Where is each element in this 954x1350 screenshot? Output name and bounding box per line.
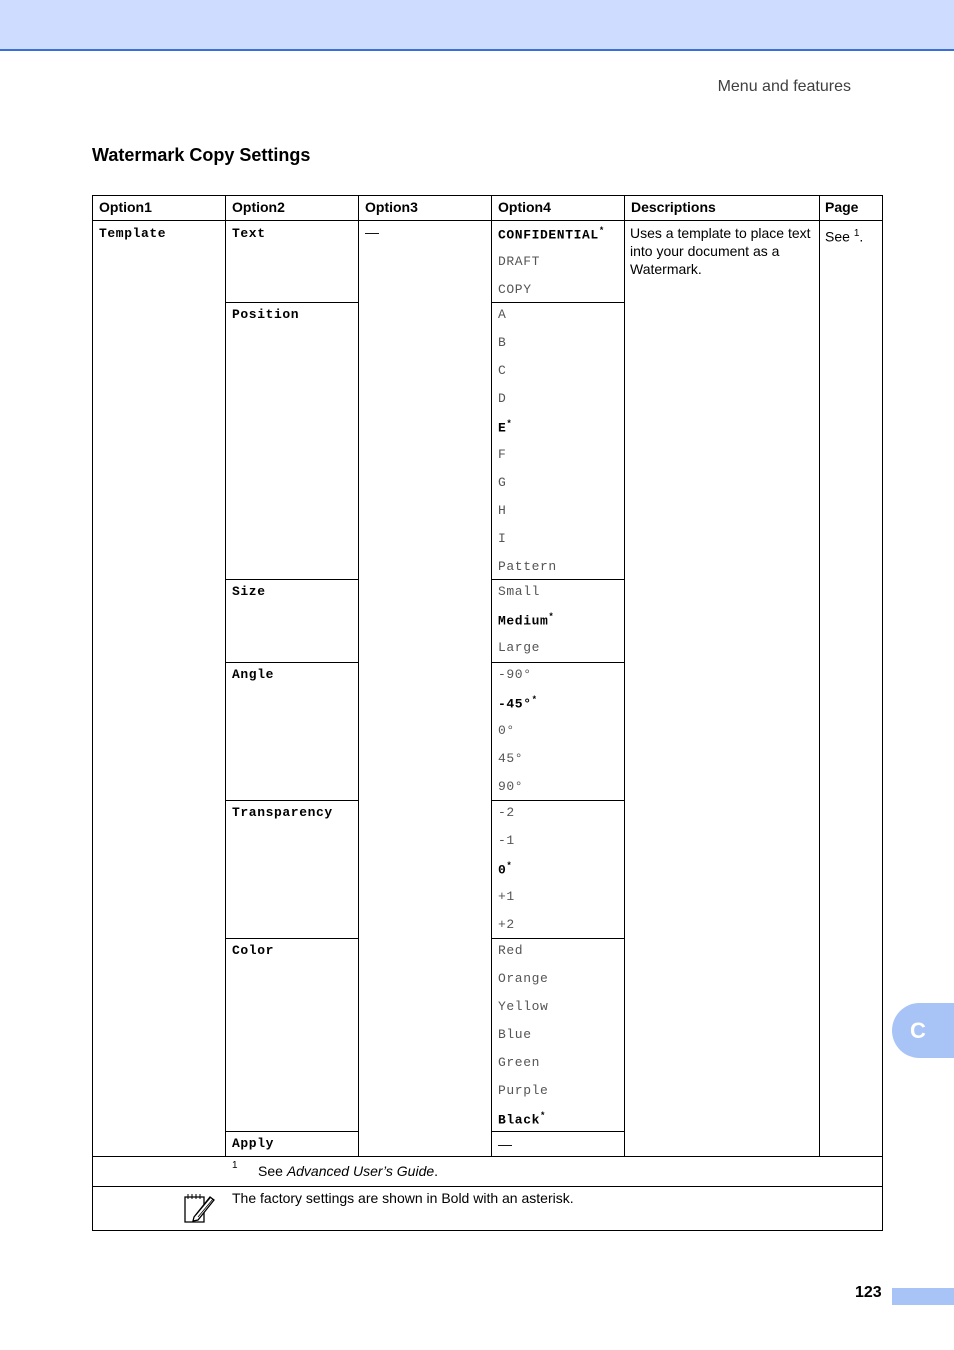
option3-gap bbox=[359, 662, 491, 663]
table-top-border bbox=[92, 195, 883, 196]
option4-label: -2 bbox=[498, 805, 515, 820]
default-asterisk: * bbox=[540, 1111, 547, 1121]
footnote-text: See Advanced User’s Guide. bbox=[258, 1163, 439, 1179]
option4-value bbox=[498, 1027, 532, 1042]
option4-value bbox=[498, 917, 515, 932]
header-bottom-border bbox=[92, 220, 883, 221]
option4-value bbox=[498, 419, 512, 435]
section-title: Watermark Copy Settings bbox=[92, 145, 311, 165]
col-header-option1: Option1 bbox=[99, 199, 152, 215]
footnote-number: 1 bbox=[232, 1160, 238, 1171]
option4-label: Medium bbox=[498, 613, 549, 629]
option4-value bbox=[498, 723, 515, 738]
chapter-tab: C bbox=[892, 1003, 954, 1058]
option4-label: -45° bbox=[498, 696, 532, 712]
col-rule-3 bbox=[358, 195, 359, 1157]
option4-value bbox=[498, 503, 506, 518]
option4-label: 45° bbox=[498, 751, 524, 766]
option4-label: I bbox=[498, 531, 507, 546]
option2-position: Position bbox=[232, 307, 300, 322]
option4-value bbox=[498, 335, 506, 350]
option4-value bbox=[498, 226, 605, 242]
option2-apply: Apply bbox=[232, 1136, 275, 1151]
table-bottom-border bbox=[92, 1230, 883, 1231]
option4-value bbox=[498, 695, 538, 711]
running-head: Menu and features bbox=[717, 78, 851, 95]
col-rule-5 bbox=[624, 195, 625, 1157]
option4-label: -1 bbox=[498, 833, 515, 848]
option3-gap bbox=[359, 938, 491, 939]
option4-value bbox=[498, 1083, 548, 1098]
option2-color: Color bbox=[232, 943, 275, 958]
option4-value bbox=[498, 1055, 540, 1070]
option4-label: Blue bbox=[498, 1027, 532, 1042]
option4-value bbox=[498, 475, 506, 490]
header-band bbox=[0, 0, 954, 51]
col-rule-4 bbox=[491, 195, 492, 1157]
col-rule-2 bbox=[225, 195, 226, 1157]
option4-value bbox=[498, 391, 506, 406]
option4-label: Pattern bbox=[498, 559, 557, 574]
option4-label: F bbox=[498, 447, 507, 462]
option4-label: Red bbox=[498, 943, 524, 958]
option4-value bbox=[498, 559, 557, 574]
option4-value bbox=[498, 584, 540, 599]
option4-label: CONFIDENTIAL bbox=[498, 227, 599, 243]
option3-gap bbox=[359, 1131, 491, 1132]
option4-label: Large bbox=[498, 640, 541, 655]
option4-value bbox=[498, 1136, 513, 1152]
option4-label: H bbox=[498, 503, 507, 518]
option4-value bbox=[498, 1111, 546, 1127]
option4-value bbox=[498, 889, 515, 904]
option4-label: Green bbox=[498, 1055, 541, 1070]
option4-label: C bbox=[498, 363, 507, 378]
option4-label: COPY bbox=[498, 282, 532, 297]
option4-value bbox=[498, 751, 523, 766]
note-text: The factory settings are shown in Bold with an asterisk. bbox=[232, 1190, 574, 1206]
note-pencil-icon bbox=[182, 1191, 216, 1225]
option3-gap bbox=[359, 302, 491, 303]
option4-value bbox=[498, 779, 523, 794]
option4-label: Small bbox=[498, 584, 541, 599]
default-asterisk: * bbox=[531, 695, 538, 705]
option4-label: A bbox=[498, 307, 507, 322]
option4-label: Yellow bbox=[498, 999, 549, 1014]
option2-angle: Angle bbox=[232, 667, 275, 682]
option4-label: Purple bbox=[498, 1083, 549, 1098]
option1-template: Template bbox=[99, 226, 167, 241]
option4-value bbox=[498, 447, 506, 462]
option4-value bbox=[498, 943, 523, 958]
option4-value bbox=[498, 971, 548, 986]
option4-value bbox=[498, 612, 554, 628]
option4-value bbox=[498, 861, 512, 877]
col-rule-6 bbox=[819, 195, 820, 1157]
page-reference: See $^1$. bbox=[825, 228, 864, 245]
option4-label: B bbox=[498, 335, 507, 350]
option4-label: 0 bbox=[498, 862, 507, 878]
col-header-option2: Option2 bbox=[232, 199, 285, 215]
default-asterisk: * bbox=[506, 861, 513, 871]
option4-value bbox=[498, 667, 532, 682]
option4-label: 90° bbox=[498, 779, 524, 794]
option4-label: G bbox=[498, 475, 507, 490]
page-number: 123 bbox=[855, 1284, 882, 1301]
option4-value bbox=[498, 531, 506, 546]
option4-value bbox=[498, 254, 540, 269]
option3-dash: — bbox=[365, 224, 379, 240]
option2-transparency: Transparency bbox=[232, 805, 333, 820]
option4-value bbox=[498, 282, 532, 297]
table-left-border bbox=[92, 195, 93, 1231]
default-asterisk: * bbox=[548, 612, 555, 622]
option4-label: DRAFT bbox=[498, 254, 541, 269]
col-header-page: Page bbox=[825, 199, 859, 215]
option4-value bbox=[498, 999, 548, 1014]
page-number-bar bbox=[892, 1288, 954, 1305]
footnote-top-border bbox=[92, 1156, 883, 1157]
option4-value bbox=[498, 805, 515, 820]
option3-gap bbox=[359, 579, 491, 580]
default-asterisk: * bbox=[598, 226, 605, 236]
option4-label: +2 bbox=[498, 917, 515, 932]
default-asterisk: * bbox=[506, 419, 513, 429]
note-top-border bbox=[92, 1186, 883, 1187]
option4-label: D bbox=[498, 391, 507, 406]
option4-value bbox=[498, 363, 506, 378]
option4-label: E bbox=[498, 420, 507, 436]
settings-table bbox=[92, 195, 883, 1231]
option4-label: Black bbox=[498, 1112, 541, 1128]
option4-label: 0° bbox=[498, 723, 515, 738]
option4-label: Orange bbox=[498, 971, 549, 986]
option2-size: Size bbox=[232, 584, 266, 599]
option4-value bbox=[498, 833, 515, 848]
table-right-border bbox=[882, 195, 883, 1231]
col-header-option4: Option4 bbox=[498, 199, 551, 215]
col-header-option3: Option3 bbox=[365, 199, 418, 215]
option4-label: +1 bbox=[498, 889, 515, 904]
option3-gap bbox=[359, 800, 491, 801]
description-text: Uses a template to place text into your document as a Watermark. bbox=[630, 225, 811, 277]
col-header-descriptions: Descriptions bbox=[631, 199, 716, 215]
option4-label: -90° bbox=[498, 667, 532, 682]
option4-label: — bbox=[498, 1136, 513, 1152]
option4-value bbox=[498, 640, 540, 655]
option2-text: Text bbox=[232, 226, 266, 241]
option4-value bbox=[498, 307, 506, 322]
